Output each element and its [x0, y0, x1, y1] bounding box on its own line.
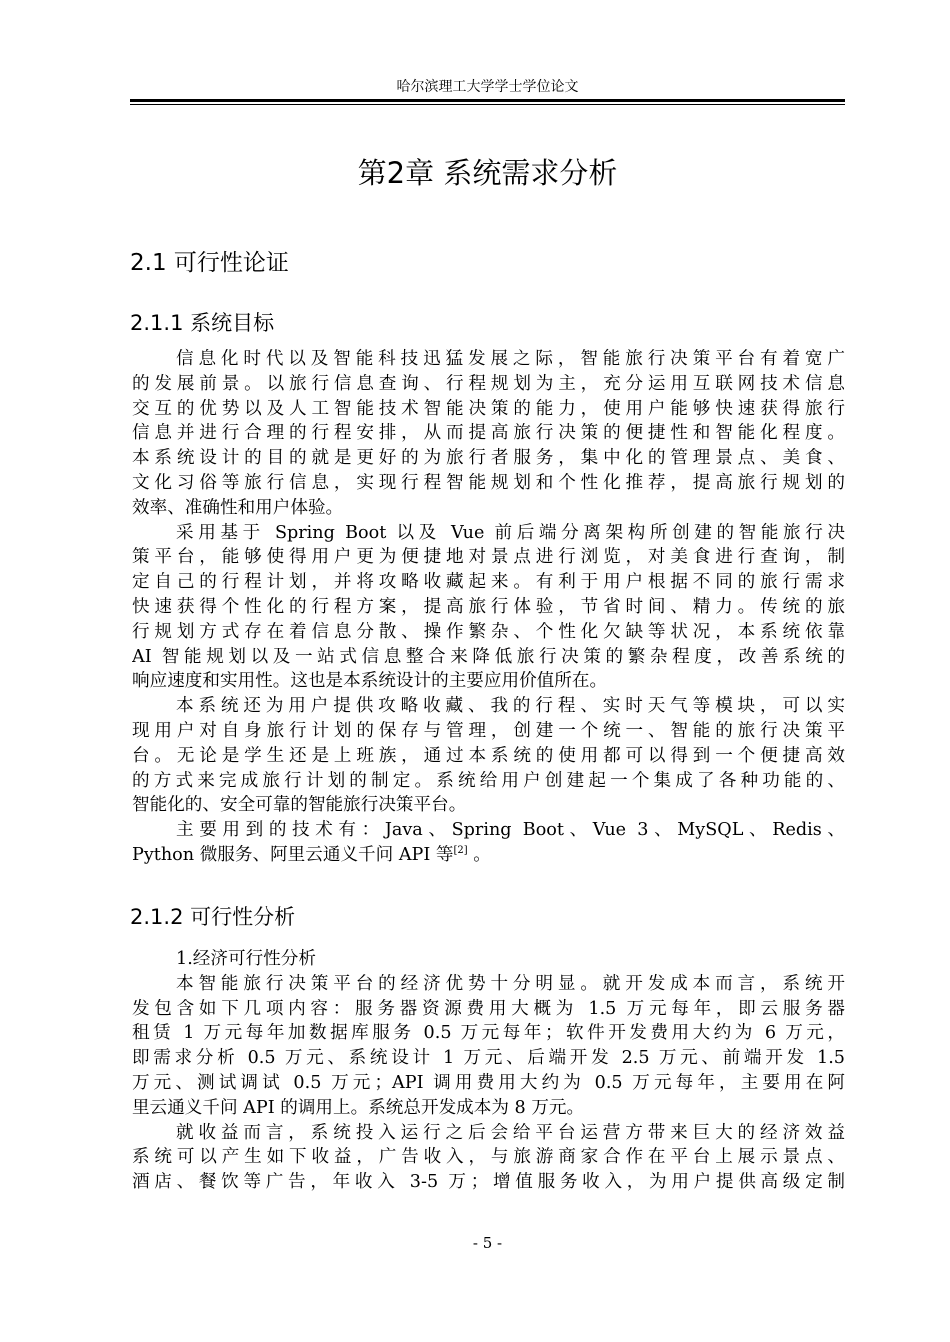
paragraph-line: 信息并进行合理的行程安排，从而提高旅行决策的便捷性和智能化程度。	[132, 423, 845, 444]
paragraph-line: 本智能旅行决策平台的经济优势十分明显。就开发成本而言，系统开	[176, 973, 845, 994]
section-2-1-2-body	[132, 947, 845, 1195]
paragraph-line: 主要用到的技术有：Java、Spring Boot、Vue 3、MySQL、Redis、	[176, 820, 845, 841]
subsection-label: 1.经济可行性分析	[176, 949, 316, 969]
paragraph-line: 信息化时代以及智能科技迅猛发展之际，智能旅行决策平台有着宽广	[176, 349, 845, 369]
paragraph-line: 酒店、餐饮等广告，年收入 3-5 万；增值服务收入，为用户提供高级定制	[132, 1172, 845, 1193]
paragraph-line: 发包含如下几项内容：服务器资源费用大概为 1.5 万元每年，即云服务器	[132, 998, 845, 1019]
paragraph-line: AI 智能规划以及一站式信息整合来降低旅行决策的繁杂程度，改善系统的	[132, 646, 845, 667]
page-number: - 5 -	[472, 1234, 503, 1252]
paragraph-line: 的发展前景。以旅行信息查询、行程规划为主，充分运用互联网技术信息	[132, 373, 845, 394]
paragraph-line: 智能化的、安全可靠的智能旅行决策平台。	[132, 795, 467, 816]
citation-marker: [2]	[453, 845, 468, 857]
paragraph-line: 租赁 1 万元每年加数据库服务 0.5 万元每年；软件开发费用大约为 6 万元，	[132, 1023, 845, 1044]
paragraph-line: 现用户对自身旅行计划的保存与管理，创建一个统一、智能的旅行决策平	[132, 720, 845, 741]
paragraph-line: 就收益而言，系统投入运行之后会给平台运营方带来巨大的经济效益	[176, 1122, 845, 1143]
section-heading-2-1-1: 2.1.1 系统目标	[130, 311, 275, 335]
paragraph-line: 本系统设计的目的就是更好的为旅行者服务，集中化的管理景点、美食、	[132, 448, 845, 469]
paragraph-line: 快速获得个性化的行程方案，提高旅行体验，节省时间、精力。传统的旅	[132, 596, 845, 617]
paragraph-line: 交互的优势以及人工智能技术智能决策的能力，使用户能够快速获得旅行	[132, 398, 845, 419]
paragraph-line: 系统可以产生如下收益，广告收入，与旅游商家合作在平台上展示景点、	[132, 1147, 845, 1168]
paragraph-line: 定自己的行程计划，并将攻略收藏起来。有利于用户根据不同的旅行需求	[132, 572, 845, 593]
section-2-1-1-body	[132, 347, 845, 868]
paragraph-line: 效率、准确性和用户体验。	[132, 497, 344, 518]
paragraph-line: 的方式来完成旅行计划的制定。系统给用户创建起一个集成了各种功能的、	[132, 770, 845, 791]
paragraph-line: 策平台，能够使得用户更为便捷地对景点进行浏览，对美食进行查询，制	[132, 547, 845, 568]
paragraph-line: 采用基于 Spring Boot 以及 Vue 前后端分离架构所创建的智能旅行决	[176, 522, 845, 543]
section-heading-2-1-2: 2.1.2 可行性分析	[130, 905, 296, 929]
paragraph-line: 万元、测试调试 0.5 万元；API 调用费用大约为 0.5 万元每年，主要用在阿	[132, 1072, 845, 1093]
paragraph-text: Python 微服务、阿里云通义千问 API 等	[132, 844, 454, 865]
paragraph-line: 台。无论是学生还是上班族，通过本系统的使用都可以得到一个便捷高效	[132, 745, 845, 766]
paragraph-line: 里云通义千问 API 的调用上。系统总开发成本为 8 万元。	[132, 1097, 585, 1118]
paragraph-line: 即需求分析 0.5 万元、系统设计 1 万元、后端开发 2.5 万元、前端开发 1.5	[132, 1048, 845, 1069]
paragraph-line	[132, 843, 845, 868]
header-rule-thick	[130, 99, 845, 102]
paragraph-line: 响应速度和实用性。这也是本系统设计的主要应用价值所在。	[132, 671, 608, 692]
section-heading-2-1: 2.1 可行性论证	[130, 250, 289, 276]
paragraph-line: 本系统还为用户提供攻略收藏、我的行程、实时天气等模块，可以实	[176, 696, 845, 717]
running-header: 哈尔滨理工大学学士学位论文	[396, 79, 579, 95]
paragraph-line: 行规划方式存在着信息分散、操作繁杂、个性化欠缺等状况，本系统依靠	[132, 621, 845, 642]
paragraph-text: 。	[467, 844, 491, 865]
chapter-title: 第2章 系统需求分析	[357, 156, 618, 190]
header-rule-thin	[130, 104, 845, 105]
paragraph-line: 文化习俗等旅行信息，实现行程智能规划和个性化推荐，提高旅行规划的	[132, 472, 845, 493]
